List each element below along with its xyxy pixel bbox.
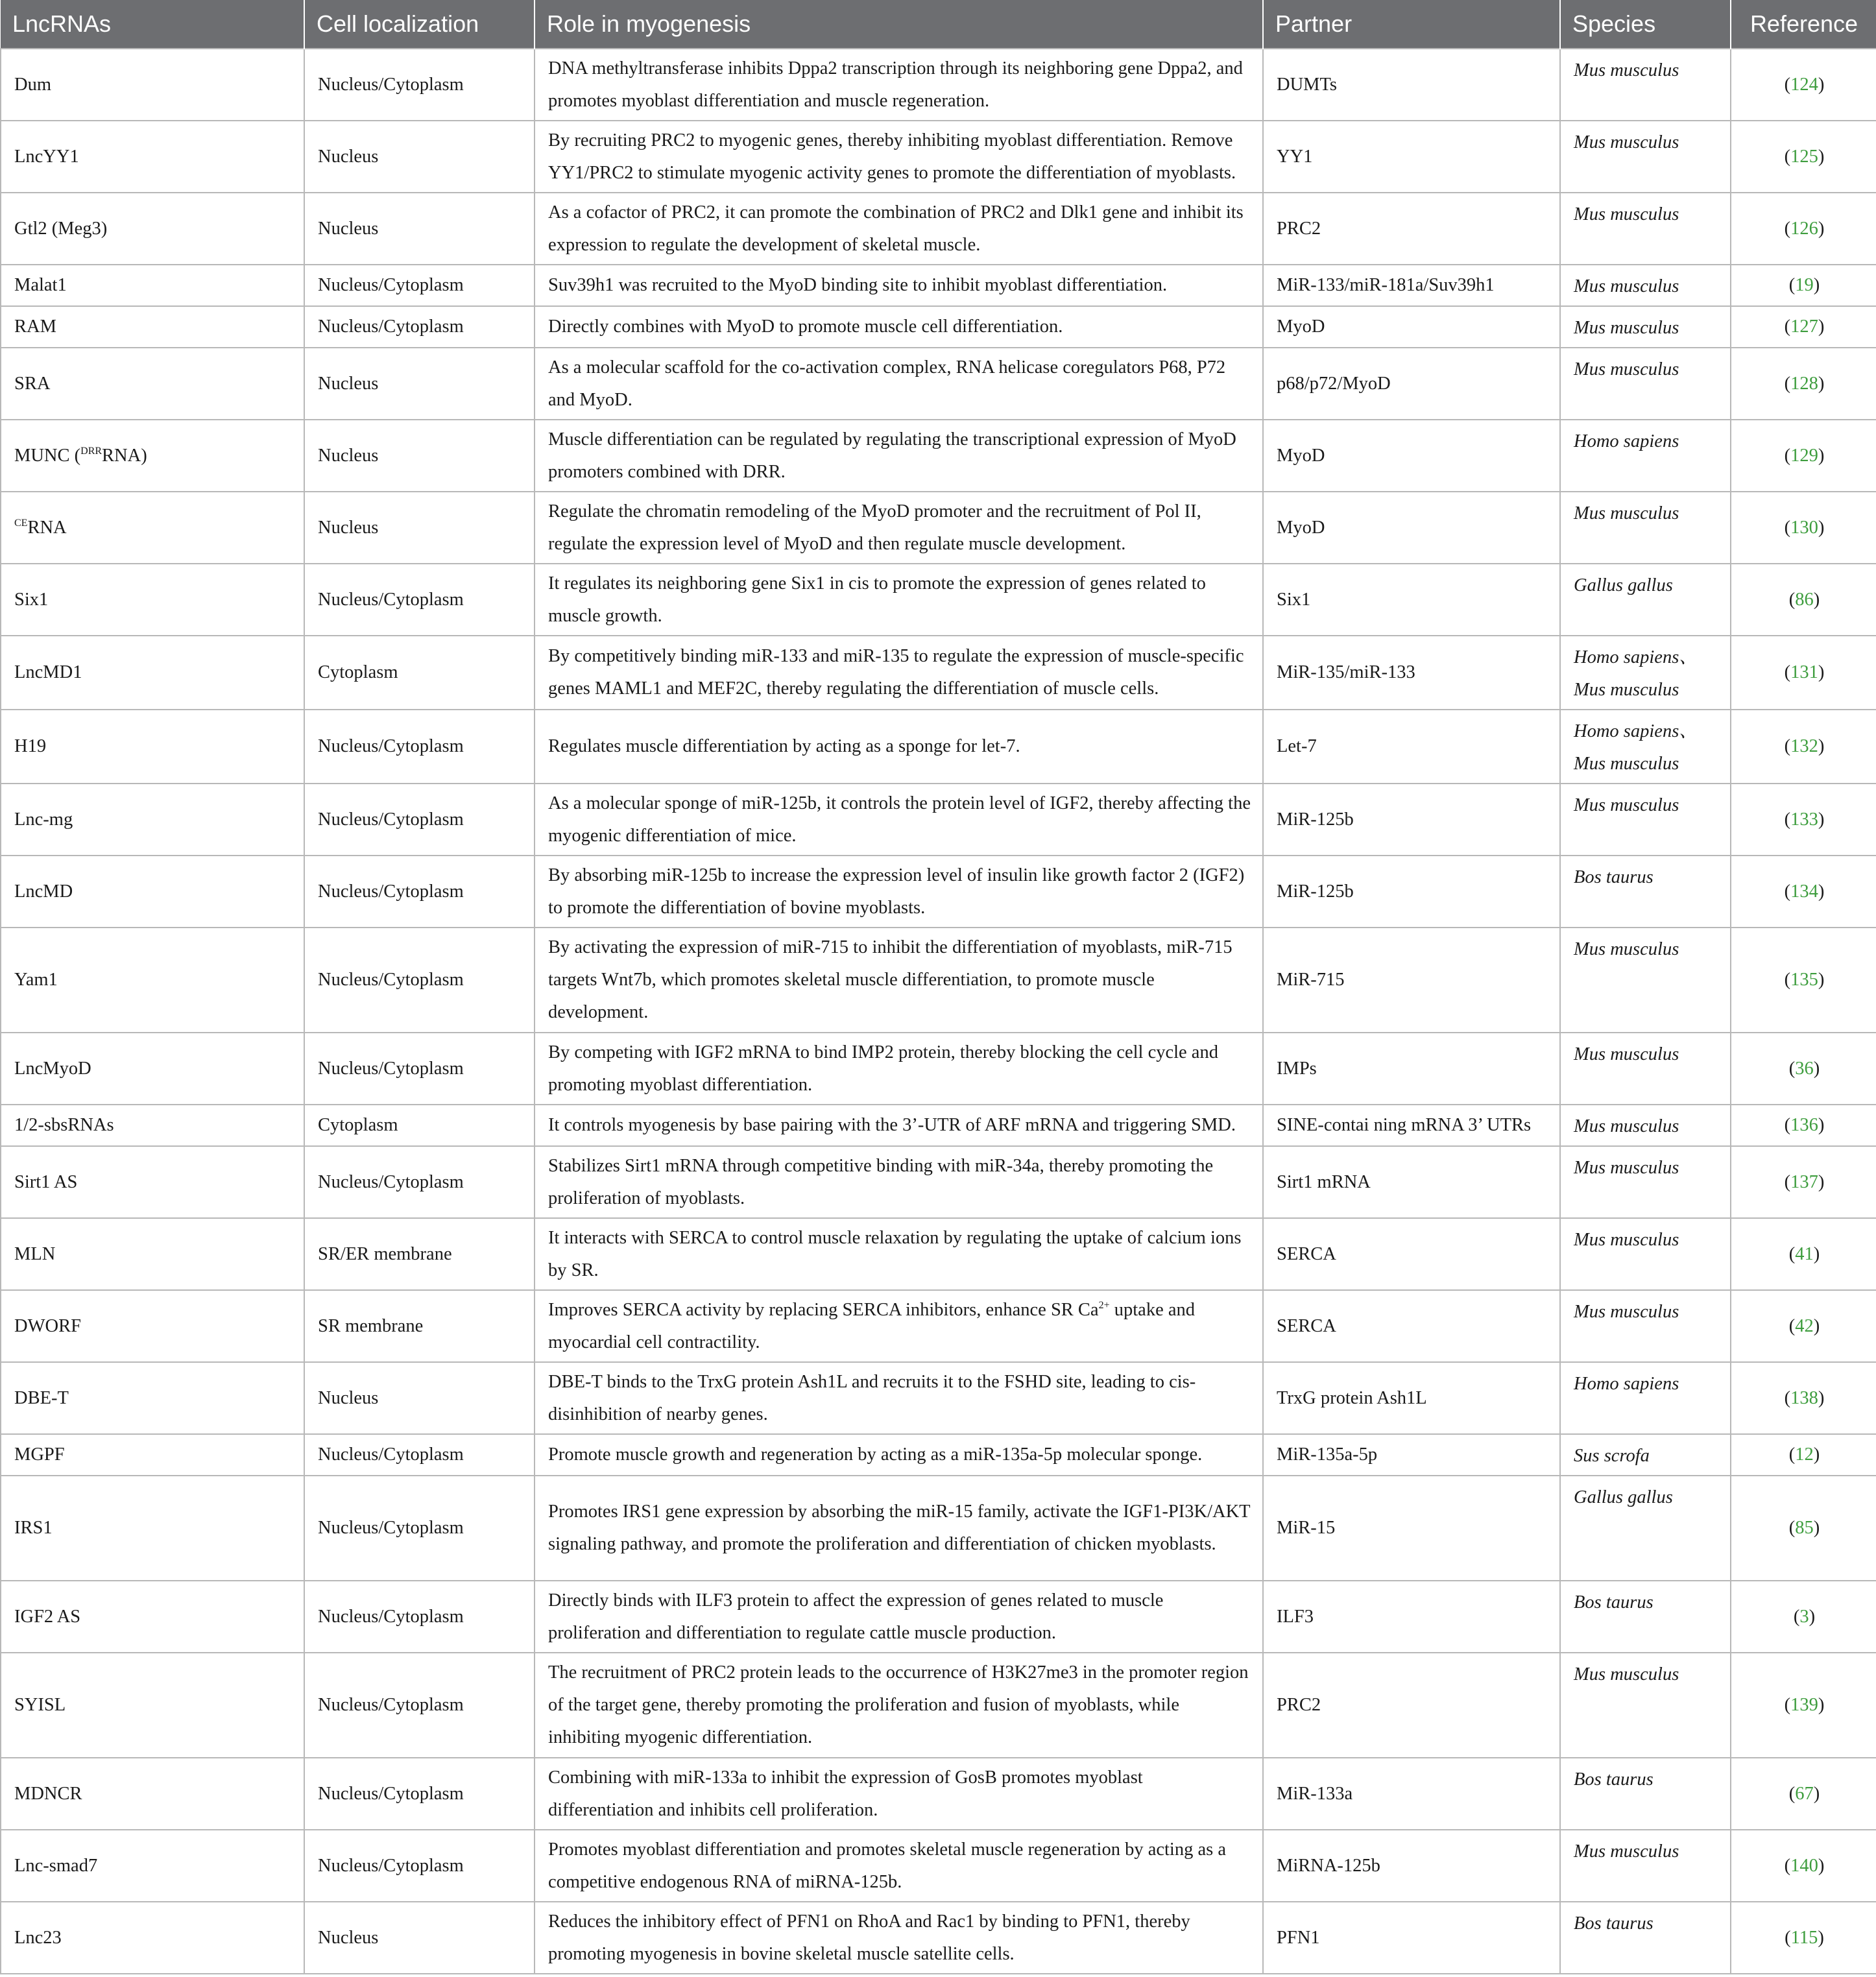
- partner: MiR-135/miR-133: [1263, 636, 1560, 710]
- species: [1560, 1290, 1731, 1362]
- table-row: [1, 1902, 1876, 1974]
- reference-link[interactable]: 127: [1790, 317, 1818, 337]
- species: [1560, 492, 1731, 564]
- partner: IMPs: [1263, 1033, 1560, 1105]
- cell-localization: SR membrane: [304, 1290, 535, 1362]
- reference-link[interactable]: 115: [1790, 1927, 1818, 1948]
- reference-link[interactable]: 140: [1790, 1855, 1818, 1876]
- reference: (133): [1731, 784, 1876, 856]
- species: [1560, 1758, 1731, 1830]
- species: [1560, 784, 1731, 856]
- species-name: Mus musculus: [1574, 1841, 1679, 1862]
- table-row: [1, 564, 1876, 636]
- reference-link[interactable]: 133: [1790, 809, 1818, 830]
- partner: Let-7: [1263, 710, 1560, 784]
- species-name: Mus musculus: [1574, 60, 1679, 80]
- partner: MiR-133/miR-181a/Suv39h1: [1263, 265, 1560, 306]
- cell-localization: Nucleus/Cytoplasm: [304, 1033, 535, 1105]
- species: [1560, 420, 1731, 492]
- species-name: Mus musculus: [1574, 318, 1679, 338]
- cell-localization: Nucleus/Cytoplasm: [304, 1830, 535, 1902]
- reference: (127): [1731, 306, 1876, 348]
- species-name: Mus musculus: [1574, 795, 1679, 815]
- role-in-myogenesis: Promote muscle growth and regeneration by acting as a miR-135a-5p molecular sponge.: [535, 1434, 1263, 1476]
- reference: (128): [1731, 348, 1876, 420]
- role-in-myogenesis: As a molecular sponge of miR-125b, it controls the protein level of IGF2, thereby affecting the myogenic differentiation of mice.: [535, 784, 1263, 856]
- lncrna-name: Malat1: [1, 265, 304, 306]
- reference: (124): [1731, 49, 1876, 121]
- partner: Six1: [1263, 564, 1560, 636]
- species: [1560, 193, 1731, 265]
- species: [1560, 1902, 1731, 1974]
- table-row: [1, 348, 1876, 420]
- species-name: Mus musculus: [1574, 204, 1679, 224]
- role-in-myogenesis: Regulates muscle differentiation by acting as a sponge for let-7.: [535, 710, 1263, 784]
- reference: (19): [1731, 265, 1876, 306]
- role-in-myogenesis: Directly binds with ILF3 protein to affect the expression of genes related to muscle proliferation and differentiation to regulate cattle muscle production.: [535, 1581, 1263, 1653]
- reference: (67): [1731, 1758, 1876, 1830]
- reference-link[interactable]: 128: [1790, 373, 1818, 394]
- reference-link[interactable]: 126: [1790, 218, 1818, 239]
- role-in-myogenesis: Combining with miR-133a to inhibit the expression of GosB promotes myoblast differentiation and inhibits cell proliferation.: [535, 1758, 1263, 1830]
- role-in-myogenesis: DBE-T binds to the TrxG protein Ash1L and recruits it to the FSHD site, leading to cis-disinhibition of nearby genes.: [535, 1362, 1263, 1434]
- superscript: 2+: [1098, 1299, 1110, 1311]
- lncrna-name: MUNC ($^{DRR}$RNA): [1, 420, 304, 492]
- lncrna-name: $^{CE}$RNA: [1, 492, 304, 564]
- reference-link[interactable]: 86: [1795, 589, 1814, 610]
- cell-localization: SR/ER membrane: [304, 1218, 535, 1290]
- reference: (115): [1731, 1902, 1876, 1974]
- cell-localization: Nucleus/Cytoplasm: [304, 1581, 535, 1653]
- species-name: Mus musculus: [1574, 939, 1679, 959]
- species: [1560, 636, 1731, 710]
- species-name: Homo sapiens: [1574, 1374, 1679, 1394]
- reference: (130): [1731, 492, 1876, 564]
- table-row: [1, 1653, 1876, 1758]
- reference: (137): [1731, 1146, 1876, 1218]
- reference-link[interactable]: 138: [1790, 1387, 1818, 1408]
- lncrna-name: LncMD: [1, 856, 304, 928]
- lncrna-name: DBE-T: [1, 1362, 304, 1434]
- reference-link[interactable]: 134: [1790, 881, 1818, 902]
- lncrna-name: Lnc23: [1, 1902, 304, 1974]
- lncrna-name: SYISL: [1, 1653, 304, 1758]
- cell-localization: Nucleus: [304, 348, 535, 420]
- reference: (140): [1731, 1830, 1876, 1902]
- role-in-myogenesis: By activating the expression of miR-715 to inhibit the differentiation of myoblasts, miR-715 targets Wnt7b, which promotes skeletal muscle differentiation, to promote muscle development.: [535, 928, 1263, 1033]
- reference: (42): [1731, 1290, 1876, 1362]
- lncrna-name: 1/2-sbsRNAs: [1, 1105, 304, 1146]
- role-in-myogenesis: Directly combines with MyoD to promote muscle cell differentiation.: [535, 306, 1263, 348]
- lncrna-name: Lnc-smad7: [1, 1830, 304, 1902]
- partner: MyoD: [1263, 306, 1560, 348]
- lncrna-name: Sirt1 AS: [1, 1146, 304, 1218]
- partner: MiR-15: [1263, 1476, 1560, 1581]
- cell-localization: Nucleus: [304, 1902, 535, 1974]
- species: [1560, 49, 1731, 121]
- partner: MiR-125b: [1263, 784, 1560, 856]
- lncrna-name: LncYY1: [1, 121, 304, 193]
- species: [1560, 564, 1731, 636]
- species: [1560, 1362, 1731, 1434]
- cell-localization: Nucleus/Cytoplasm: [304, 49, 535, 121]
- species: [1560, 348, 1731, 420]
- partner: MiR-135a-5p: [1263, 1434, 1560, 1476]
- species-name: Bos taurus: [1574, 867, 1654, 887]
- header-reference: Reference: [1731, 0, 1876, 49]
- partner: ILF3: [1263, 1581, 1560, 1653]
- species-name: Mus musculus: [1574, 1044, 1679, 1064]
- table-row: [1, 928, 1876, 1033]
- species: [1560, 1581, 1731, 1653]
- cell-localization: Nucleus: [304, 1362, 535, 1434]
- table-row: [1, 1581, 1876, 1653]
- species-name: Mus musculus: [1574, 1158, 1679, 1178]
- reference-link[interactable]: 19: [1795, 275, 1814, 295]
- reference: (85): [1731, 1476, 1876, 1581]
- table-row: [1, 121, 1876, 193]
- species: [1560, 1653, 1731, 1758]
- table-body: [1, 49, 1876, 1974]
- table-row: [1, 193, 1876, 265]
- reference-link[interactable]: 129: [1790, 445, 1818, 466]
- role-in-myogenesis: As a cofactor of PRC2, it can promote the combination of PRC2 and Dlk1 gene and inhibit its expression to regulate the development of skeletal muscle.: [535, 193, 1263, 265]
- species: [1560, 265, 1731, 306]
- reference: (132): [1731, 710, 1876, 784]
- lncrna-name: LncMD1: [1, 636, 304, 710]
- reference: (129): [1731, 420, 1876, 492]
- role-in-myogenesis: It regulates its neighboring gene Six1 in cis to promote the expression of genes related to muscle growth.: [535, 564, 1263, 636]
- role-in-myogenesis: Reduces the inhibitory effect of PFN1 on RhoA and Rac1 by binding to PFN1, thereby promoting myogenesis in bovine skeletal muscle satellite cells.: [535, 1902, 1263, 1974]
- species-name: Bos taurus: [1574, 1769, 1654, 1790]
- species: [1560, 928, 1731, 1033]
- lncrna-name: MLN: [1, 1218, 304, 1290]
- species-name: Mus musculus: [1574, 680, 1679, 700]
- species-name: Mus musculus: [1574, 503, 1679, 523]
- superscript: DRR: [80, 445, 102, 457]
- species: [1560, 121, 1731, 193]
- lncrna-name: IGF2 AS: [1, 1581, 304, 1653]
- table-row: [1, 1830, 1876, 1902]
- header-lncrnas: LncRNAs: [1, 0, 304, 49]
- reference-link[interactable]: 130: [1790, 517, 1818, 538]
- species-name: Sus scrofa: [1574, 1446, 1650, 1466]
- role-in-myogenesis: By recruiting PRC2 to myogenic genes, thereby inhibiting myoblast differentiation. Remove YY1/PRC2 to stimulate myogenic activity genes to promote the differentiation of myoblasts.: [535, 121, 1263, 193]
- reference: (134): [1731, 856, 1876, 928]
- cell-localization: Nucleus/Cytoplasm: [304, 856, 535, 928]
- partner: MiR-715: [1263, 928, 1560, 1033]
- lncrna-name: SRA: [1, 348, 304, 420]
- reference: (139): [1731, 1653, 1876, 1758]
- partner: DUMTs: [1263, 49, 1560, 121]
- table-row: [1, 420, 1876, 492]
- reference-link[interactable]: 85: [1795, 1518, 1814, 1538]
- table-row: [1, 784, 1876, 856]
- lncrna-name: Six1: [1, 564, 304, 636]
- reference: (136): [1731, 1105, 1876, 1146]
- partner: p68/p72/MyoD: [1263, 348, 1560, 420]
- lncrna-name: Gtl2 (Meg3): [1, 193, 304, 265]
- table-row: [1, 636, 1876, 710]
- header-species: Species: [1560, 0, 1731, 49]
- species-name: Mus musculus: [1574, 1302, 1679, 1322]
- lncrna-name: Dum: [1, 49, 304, 121]
- cell-localization: Nucleus/Cytoplasm: [304, 710, 535, 784]
- partner: Sirt1 mRNA: [1263, 1146, 1560, 1218]
- reference-link[interactable]: 36: [1795, 1058, 1814, 1079]
- species-name: Gallus gallus: [1574, 1487, 1673, 1507]
- table-row: [1, 1146, 1876, 1218]
- reference: (41): [1731, 1218, 1876, 1290]
- species: [1560, 856, 1731, 928]
- role-in-myogenesis: As a molecular scaffold for the co-activation complex, RNA helicase coregulators P68, P72 and MyoD.: [535, 348, 1263, 420]
- partner: SINE-contai ning mRNA 3’ UTRs: [1263, 1105, 1560, 1146]
- header-role: Role in myogenesis: [535, 0, 1263, 49]
- partner: MyoD: [1263, 492, 1560, 564]
- cell-localization: Nucleus/Cytoplasm: [304, 784, 535, 856]
- species: [1560, 1434, 1731, 1476]
- species: [1560, 1105, 1731, 1146]
- reference: (3): [1731, 1581, 1876, 1653]
- reference-link[interactable]: 139: [1790, 1695, 1818, 1715]
- partner: MiRNA-125b: [1263, 1830, 1560, 1902]
- table-row: [1, 856, 1876, 928]
- reference-link[interactable]: 124: [1790, 74, 1818, 95]
- partner: SERCA: [1263, 1290, 1560, 1362]
- lncrna-name: MGPF: [1, 1434, 304, 1476]
- reference: (135): [1731, 928, 1876, 1033]
- superscript: CE: [14, 517, 28, 529]
- reference-link[interactable]: 3: [1799, 1606, 1809, 1627]
- reference-link[interactable]: 41: [1795, 1243, 1814, 1264]
- cell-localization: Nucleus/Cytoplasm: [304, 564, 535, 636]
- reference: (12): [1731, 1434, 1876, 1476]
- role-in-myogenesis: Promotes IRS1 gene expression by absorbing the miR-15 family, activate the IGF1-PI3K/AKT signaling pathway, and promote the proliferation and differentiation of chicken myoblasts.: [535, 1476, 1263, 1581]
- reference-link[interactable]: 137: [1790, 1171, 1818, 1192]
- species: [1560, 1146, 1731, 1218]
- table-row: [1, 1362, 1876, 1434]
- header-cell-localization: Cell localization: [304, 0, 535, 49]
- partner: MiR-125b: [1263, 856, 1560, 928]
- role-in-myogenesis: The recruitment of PRC2 protein leads to the occurrence of H3K27me3 in the promoter region of the target gene, thereby promoting the proliferation and fusion of myoblasts, while inhibiting myogenic differentiation.: [535, 1653, 1263, 1758]
- partner: MiR-133a: [1263, 1758, 1560, 1830]
- lncrna-name: DWORF: [1, 1290, 304, 1362]
- reference-link[interactable]: 131: [1790, 662, 1818, 682]
- species-name: Mus musculus: [1574, 1230, 1679, 1250]
- species: [1560, 1218, 1731, 1290]
- cell-localization: Nucleus/Cytoplasm: [304, 1476, 535, 1581]
- lncrna-name: Lnc-mg: [1, 784, 304, 856]
- table-row: [1, 306, 1876, 348]
- species-name: Homo sapiens、: [1574, 647, 1698, 667]
- reference: (131): [1731, 636, 1876, 710]
- reference-link[interactable]: 125: [1790, 146, 1818, 167]
- lncrna-name: IRS1: [1, 1476, 304, 1581]
- role-in-myogenesis: Muscle differentiation can be regulated by regulating the transcriptional expression of MyoD promoters combined with DRR.: [535, 420, 1263, 492]
- species-name: Mus musculus: [1574, 132, 1679, 152]
- role-in-myogenesis: Regulate the chromatin remodeling of the MyoD promoter and the recruitment of Pol II, regulate the expression level of MyoD and then regulate muscle development.: [535, 492, 1263, 564]
- partner: PFN1: [1263, 1902, 1560, 1974]
- role-in-myogenesis: By competing with IGF2 mRNA to bind IMP2 protein, thereby blocking the cell cycle and promoting myoblast differentiation.: [535, 1033, 1263, 1105]
- role-in-myogenesis: By absorbing miR-125b to increase the expression level of insulin like growth factor 2 (IGF2) to promote the differentiation of bovine myoblasts.: [535, 856, 1263, 928]
- table-row: [1, 1476, 1876, 1581]
- reference: (138): [1731, 1362, 1876, 1434]
- lncrna-name: RAM: [1, 306, 304, 348]
- cell-localization: Nucleus/Cytoplasm: [304, 928, 535, 1033]
- reference-link[interactable]: 135: [1790, 970, 1818, 990]
- partner: PRC2: [1263, 1653, 1560, 1758]
- cell-localization: Nucleus/Cytoplasm: [304, 1146, 535, 1218]
- table-row: [1, 492, 1876, 564]
- table-row: [1, 1105, 1876, 1146]
- reference: (126): [1731, 193, 1876, 265]
- cell-localization: Nucleus/Cytoplasm: [304, 1653, 535, 1758]
- species-name: Mus musculus: [1574, 1116, 1679, 1136]
- cell-localization: Nucleus/Cytoplasm: [304, 1758, 535, 1830]
- species: [1560, 710, 1731, 784]
- partner: MyoD: [1263, 420, 1560, 492]
- role-in-myogenesis: It controls myogenesis by base pairing with the 3’-UTR of ARF mRNA and triggering SMD.: [535, 1105, 1263, 1146]
- cell-localization: Nucleus: [304, 193, 535, 265]
- reference-link[interactable]: 12: [1795, 1444, 1814, 1465]
- partner: TrxG protein Ash1L: [1263, 1362, 1560, 1434]
- species-name: Homo sapiens、: [1574, 721, 1698, 741]
- table-row: [1, 1218, 1876, 1290]
- reference: (36): [1731, 1033, 1876, 1105]
- species-name: Mus musculus: [1574, 754, 1679, 774]
- species-name: Gallus gallus: [1574, 575, 1673, 595]
- header-partner: Partner: [1263, 0, 1560, 49]
- lncrna-name: Yam1: [1, 928, 304, 1033]
- species-name: Homo sapiens: [1574, 431, 1679, 451]
- species: [1560, 1033, 1731, 1105]
- species: [1560, 1476, 1731, 1581]
- role-in-myogenesis: Improves SERCA activity by replacing SERCA inhibitors, enhance SR $Ca^{2+}$ uptake and myocardial cell contractility.: [535, 1290, 1263, 1362]
- species: [1560, 1830, 1731, 1902]
- table-row: [1, 710, 1876, 784]
- table-row: [1, 1033, 1876, 1105]
- cell-localization: Nucleus/Cytoplasm: [304, 306, 535, 348]
- table-row: [1, 1290, 1876, 1362]
- species: [1560, 306, 1731, 348]
- role-in-myogenesis: DNA methyltransferase inhibits Dppa2 transcription through its neighboring gene Dppa2, and promotes myoblast differentiation and muscle regeneration.: [535, 49, 1263, 121]
- table-row: [1, 49, 1876, 121]
- lncrna-name: LncMyoD: [1, 1033, 304, 1105]
- reference-link[interactable]: 42: [1795, 1315, 1814, 1336]
- species-name: Mus musculus: [1574, 1664, 1679, 1684]
- table-row: [1, 265, 1876, 306]
- table-header: [1, 0, 1876, 49]
- cell-localization: Nucleus: [304, 121, 535, 193]
- lncrna-name: MDNCR: [1, 1758, 304, 1830]
- table-row: [1, 1758, 1876, 1830]
- lncrna-name: H19: [1, 710, 304, 784]
- cell-localization: Nucleus/Cytoplasm: [304, 265, 535, 306]
- role-in-myogenesis: It interacts with SERCA to control muscle relaxation by regulating the uptake of calcium ions by SR.: [535, 1218, 1263, 1290]
- species-name: Bos taurus: [1574, 1913, 1654, 1934]
- reference-link[interactable]: 132: [1790, 736, 1818, 756]
- species-name: Mus musculus: [1574, 359, 1679, 379]
- cell-localization: Nucleus: [304, 492, 535, 564]
- cell-localization: Cytoplasm: [304, 636, 535, 710]
- partner: YY1: [1263, 121, 1560, 193]
- partner: SERCA: [1263, 1218, 1560, 1290]
- role-in-myogenesis: Stabilizes Sirt1 mRNA through competitive binding with miR-34a, thereby promoting the proliferation of myoblasts.: [535, 1146, 1263, 1218]
- cell-localization: Cytoplasm: [304, 1105, 535, 1146]
- partner: PRC2: [1263, 193, 1560, 265]
- reference-link[interactable]: 136: [1790, 1115, 1818, 1135]
- table-row: [1, 1434, 1876, 1476]
- reference-link[interactable]: 67: [1795, 1783, 1814, 1804]
- cell-localization: Nucleus: [304, 420, 535, 492]
- role-in-myogenesis: By competitively binding miR-133 and miR-135 to regulate the expression of muscle-specific genes MAML1 and MEF2C, thereby regulating the differentiation of muscle cells.: [535, 636, 1263, 710]
- reference: (125): [1731, 121, 1876, 193]
- cell-localization: Nucleus/Cytoplasm: [304, 1434, 535, 1476]
- reference: (86): [1731, 564, 1876, 636]
- species-name: Bos taurus: [1574, 1592, 1654, 1612]
- species-name: Mus musculus: [1574, 276, 1679, 296]
- role-in-myogenesis: Suv39h1 was recruited to the MyoD binding site to inhibit myoblast differentiation.: [535, 265, 1263, 306]
- role-in-myogenesis: Promotes myoblast differentiation and promotes skeletal muscle regeneration by acting as a competitive endogenous RNA of miRNA-125b.: [535, 1830, 1263, 1902]
